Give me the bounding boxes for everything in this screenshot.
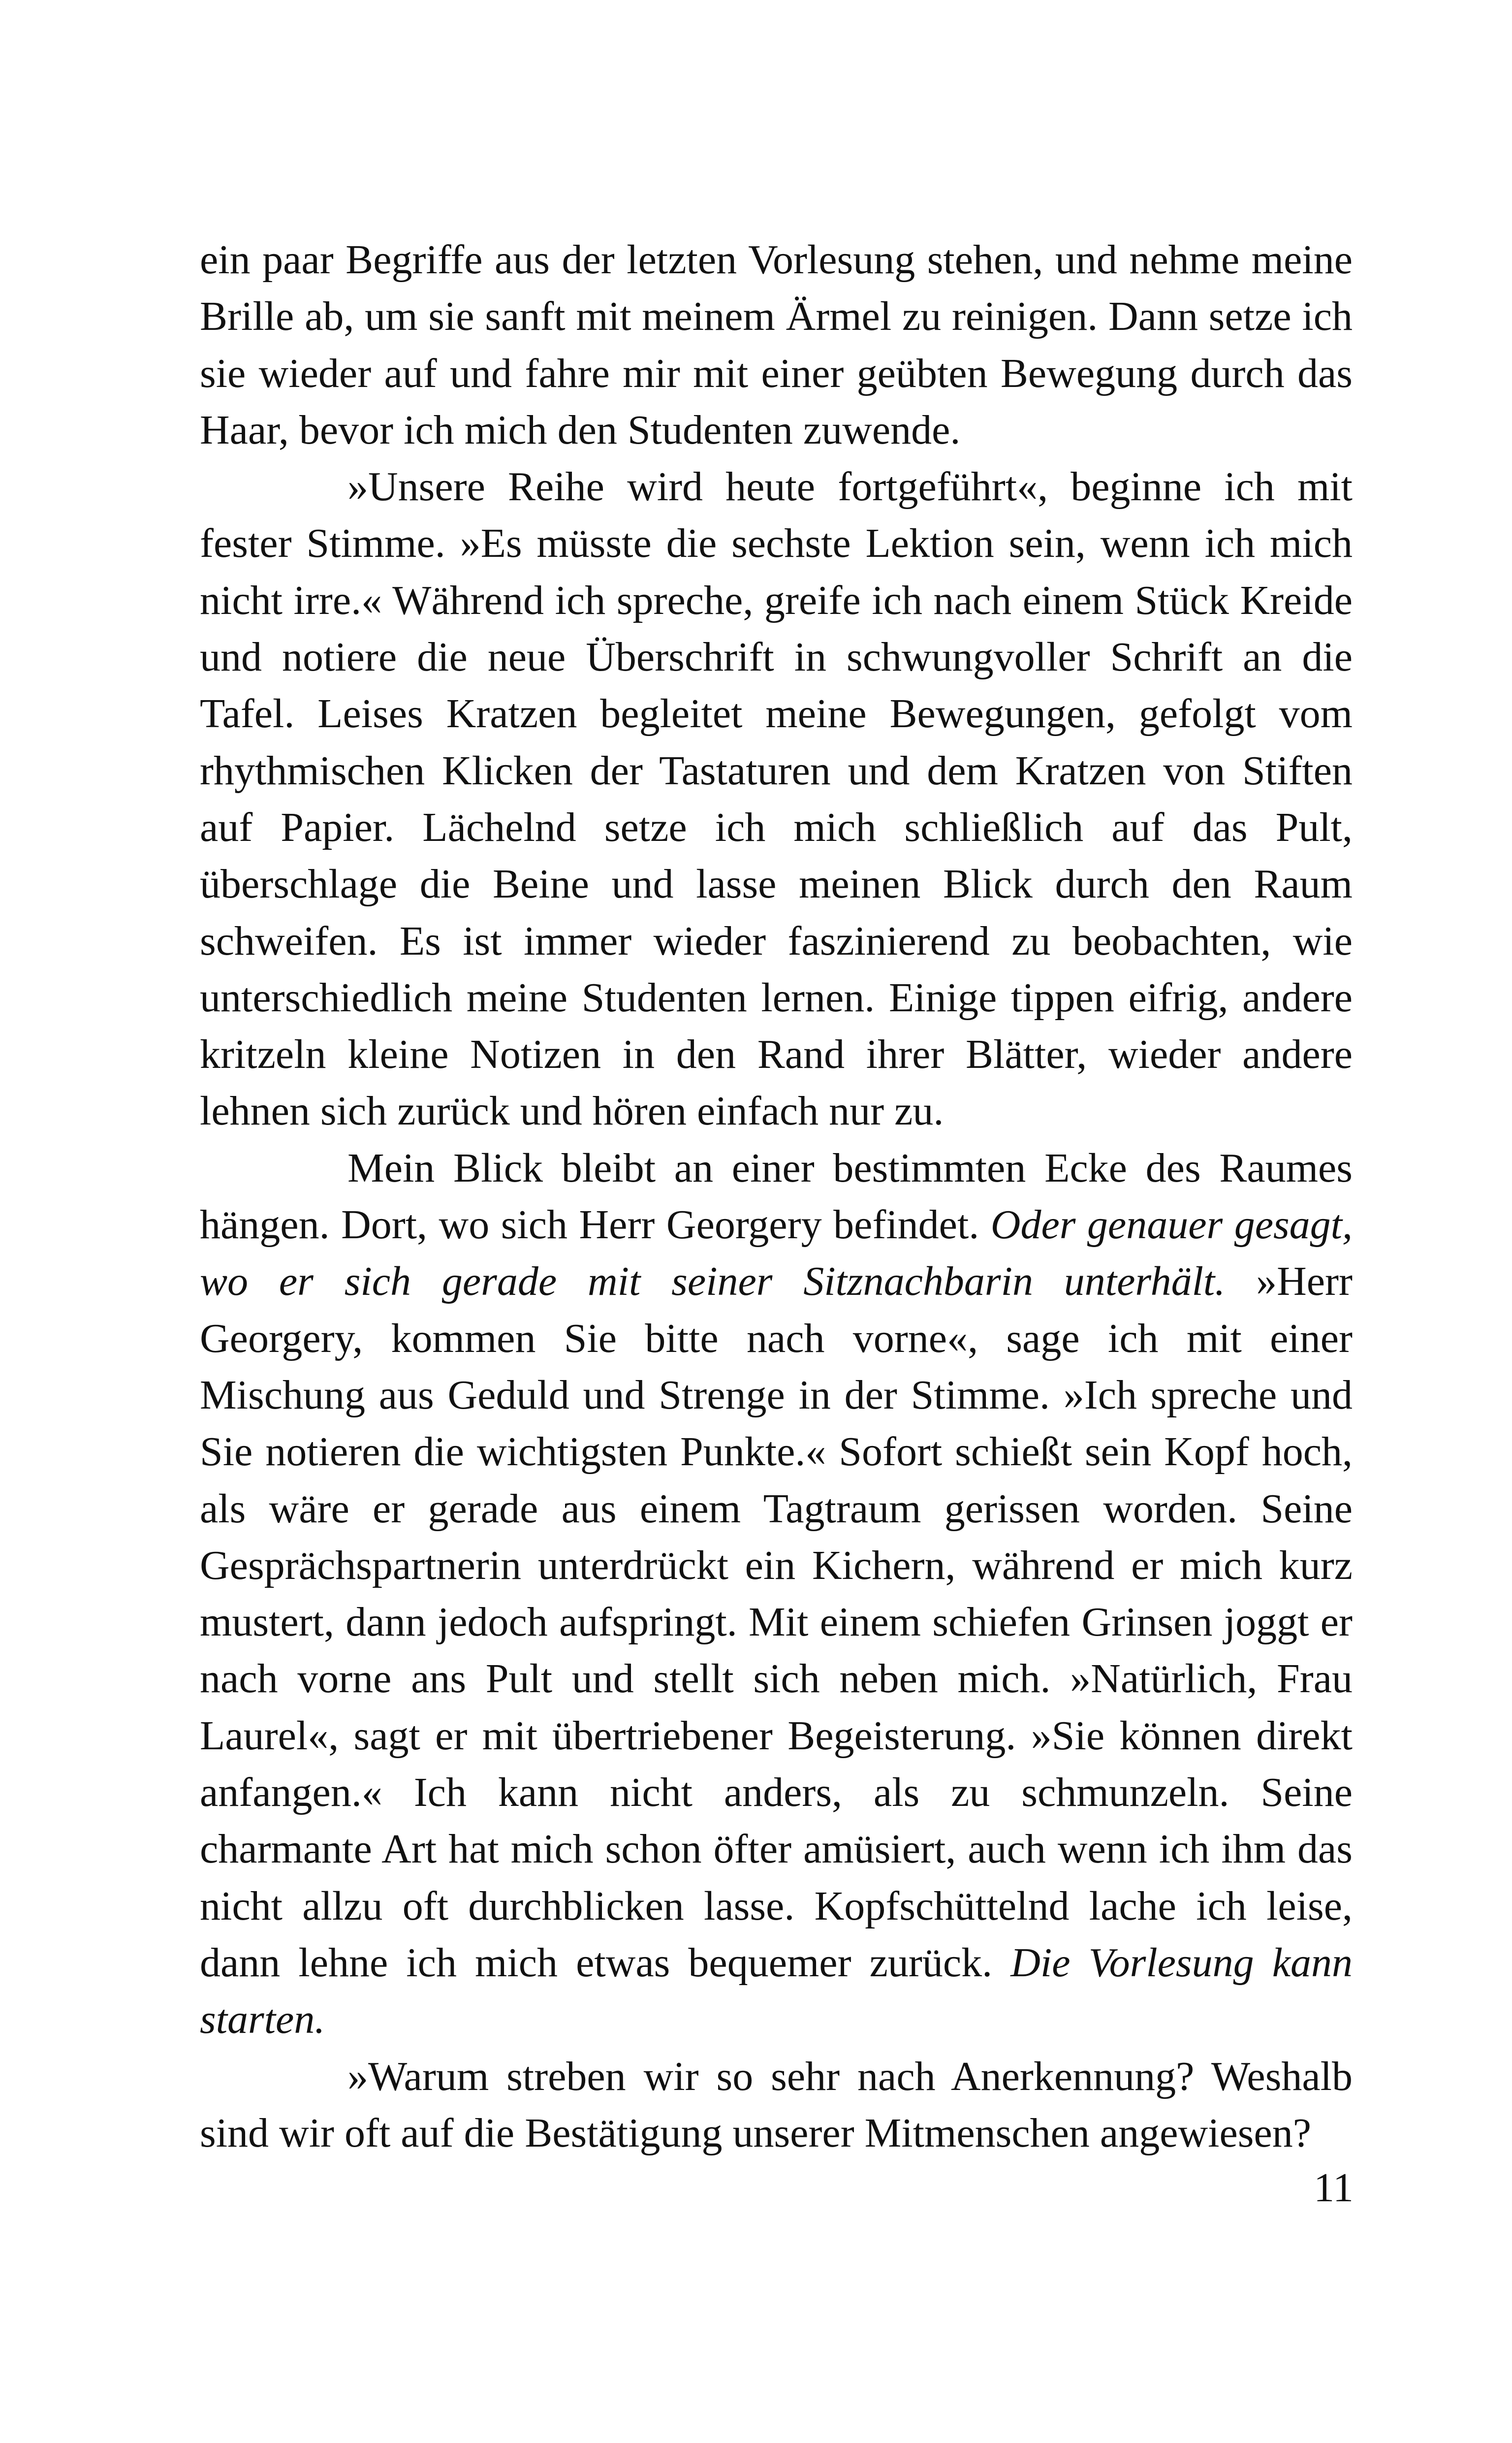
text-segment: »Warum streben wir so sehr nach Anerkennung? Weshalb sind wir oft auf die Bestätigung unserer Mitmenschen angewiesen? — [200, 2053, 1353, 2156]
text-segment: »Unsere Reihe wird heute fortgeführt«, beginne ich mit fester Stimme. »Es müsste die sechste Lektion sein, wenn ich mich nicht irre.« Während ich spreche, greife ich nach einem Stück Kreide und notiere die neue Überschrift in schwungvoller Schrift an die Tafel. Leises Kratzen begleitet meine Bewegungen, gefolgt vom rhythmischen Klicken der Tastaturen und dem Kratzen von Stiften auf Papier. Lächelnd setze ich mich schließlich auf das Pult, überschlage die Beine und lasse meinen Blick durch den Raum schweifen. Es ist immer wieder faszinierend zu beobachten, wie unterschiedlich meine Studenten lernen. Einige tippen eifrig, andere kritzeln kleine Notizen in den Rand ihrer Blätter, wieder andere lehnen sich zurück und hören einfach nur zu. — [200, 464, 1353, 1134]
italic-text-segment: Oder genauer gesagt, wo er sich gerade mit seiner Sitznachbarin unterhält. — [200, 1202, 1353, 1305]
text-segment: Mein Blick bleibt an einer bestimmten Ecke des Raumes hängen. Dort, wo sich Herr Georgery befindet. — [200, 1145, 1353, 1248]
paragraph — [200, 458, 1353, 1140]
text-segment: »Herr Georgery, kommen Sie bitte nach vorne«, sage ich mit einer Mischung aus Geduld und Strenge in der Stimme. »Ich spreche und Sie notieren die wichtigsten Punkte.« Sofort schießt sein Kopf hoch, als wäre er gerade aus einem Tagtraum gerissen worden. Seine Gesprächspartnerin unterdrückt ein Kichern, während er mich kurz mustert, dann jedoch aufspringt. Mit einem schiefen Grinsen joggt er nach vorne ans Pult und stellt sich neben mich. »Natürlich, Frau Laurel«, sagt er mit übertriebener Begeisterung. »Sie können direkt anfangen.« Ich kann nicht anders, als zu schmunzeln. Seine charmante Art hat mich schon öfter amüsiert, auch wenn ich ihm das nicht allzu oft durchblicken lasse. Kopfschüttelnd lache ich leise, dann lehne ich mich etwas bequemer zurück. — [200, 1258, 1353, 1986]
paragraph — [200, 2048, 1353, 2162]
page-number: 11 — [1314, 2165, 1354, 2211]
italic-text-segment: Die Vorlesung kann starten. — [200, 1939, 1353, 2043]
body-text — [200, 231, 1353, 2161]
paragraph — [200, 1140, 1353, 2048]
paragraph — [200, 231, 1353, 458]
text-segment: ein paar Begriffe aus der letzten Vorlesung stehen, und nehme meine Brille ab, um sie sanft mit meinem Ärmel zu reinigen. Dann setze ich sie wieder auf und fahre mir mit einer geübten Bewegung durch das Haar, bevor ich mich den Studenten zuwende. — [200, 237, 1353, 453]
